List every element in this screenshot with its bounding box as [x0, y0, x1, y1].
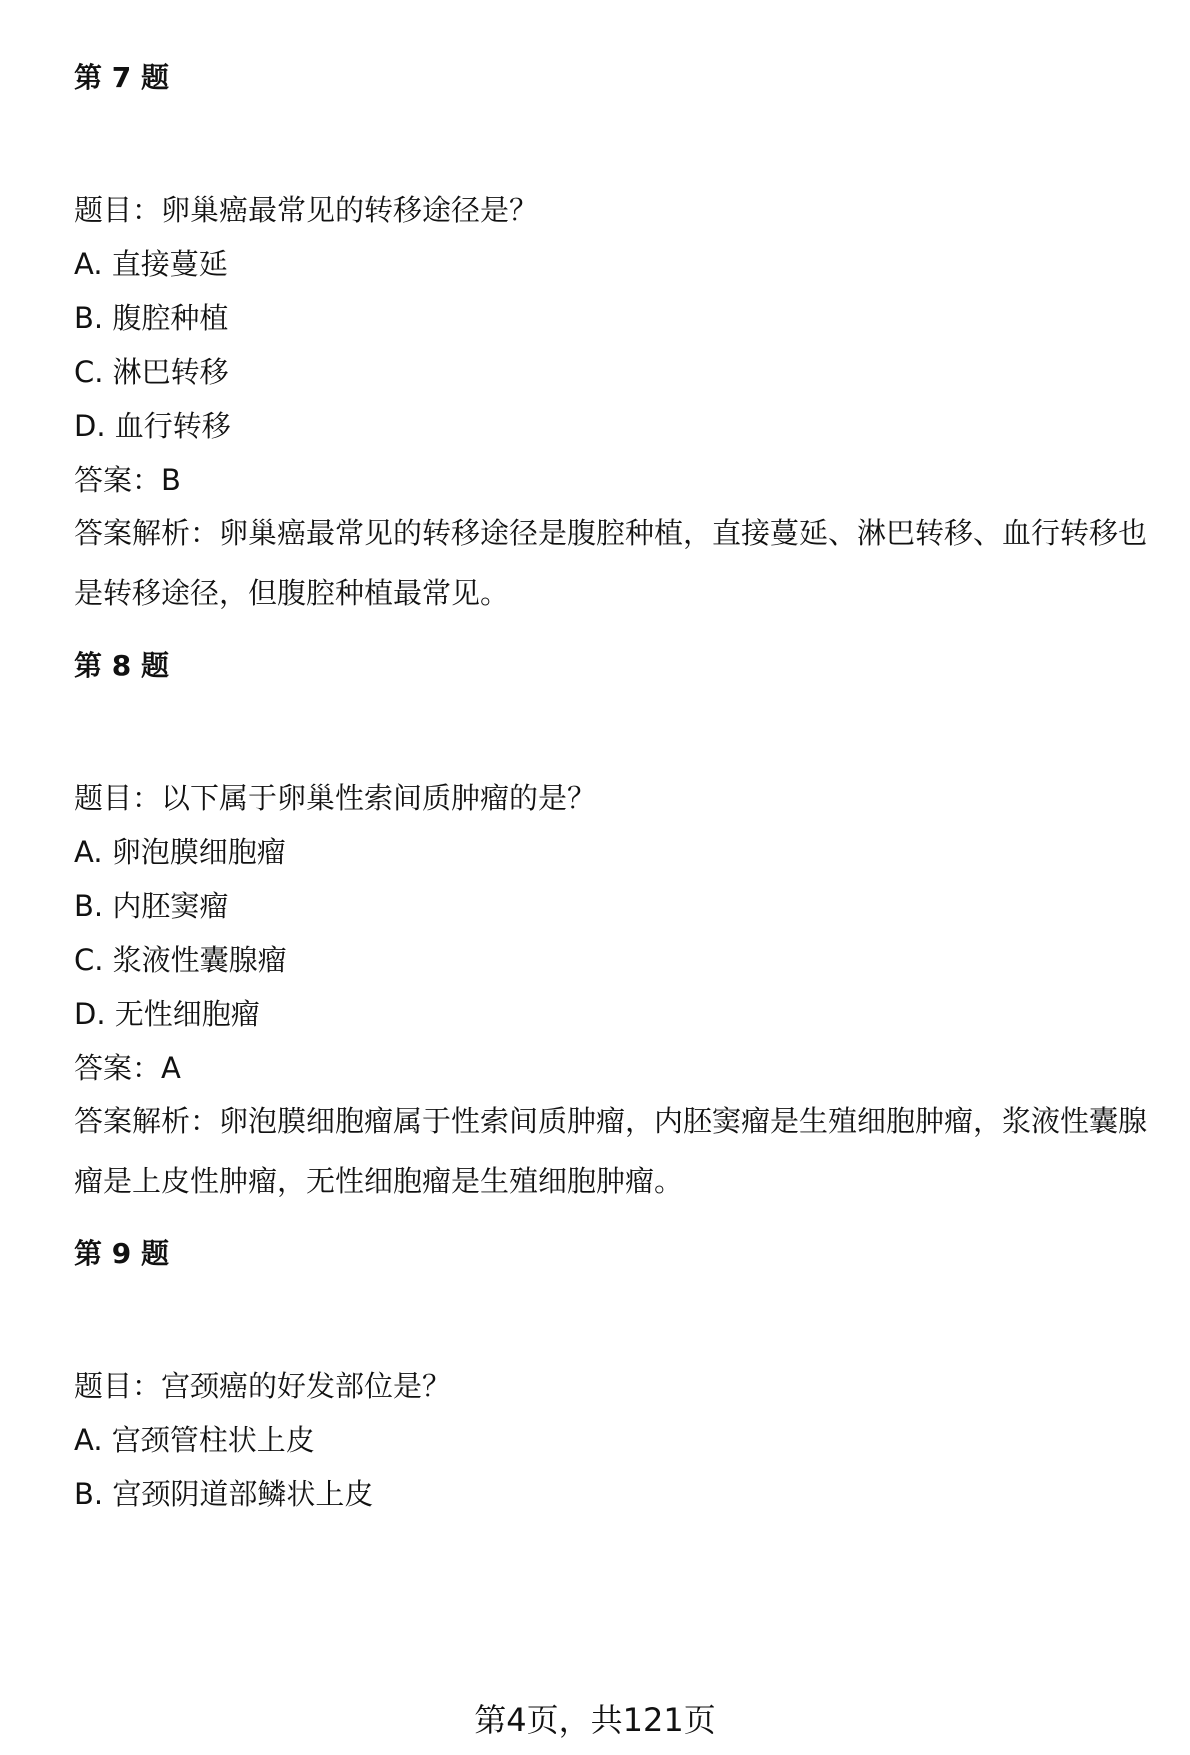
option-a: A. 直接蔓延 — [74, 247, 228, 281]
question-heading: 第 9 题 — [74, 1237, 169, 1270]
answer: 答案：A — [74, 1051, 181, 1085]
question-heading: 第 7 题 — [74, 61, 169, 94]
question-stem: 题目：以下属于卵巢性索间质肿瘤的是？ — [74, 781, 597, 815]
option-b: B. 内胚窦瘤 — [74, 889, 229, 923]
option-a: A. 宫颈管柱状上皮 — [74, 1423, 315, 1457]
answer-explanation: 答案解析：卵泡膜细胞瘤属于性索间质肿瘤，内胚窦瘤是生殖细胞肿瘤，浆液性囊腺瘤是上皮性肿瘤，无性细胞瘤是生殖细胞肿瘤。 — [74, 1104, 1148, 1198]
option-d: D. 无性细胞瘤 — [74, 997, 260, 1031]
option-d: D. 血行转移 — [74, 409, 231, 443]
page-number: 第4页，共121页 — [474, 1701, 716, 1739]
option-c: C. 浆液性囊腺瘤 — [74, 943, 287, 977]
question-stem: 题目：宫颈癌的好发部位是？ — [74, 1369, 452, 1403]
option-b: B. 腹腔种植 — [74, 301, 229, 335]
question-stem: 题目：卵巢癌最常见的转移途径是？ — [74, 193, 539, 227]
option-c: C. 淋巴转移 — [74, 355, 229, 389]
option-b: B. 宫颈阴道部鳞状上皮 — [74, 1477, 374, 1511]
question-heading: 第 8 题 — [74, 649, 169, 682]
answer: 答案：B — [74, 463, 181, 497]
option-a: A. 卵泡膜细胞瘤 — [74, 835, 286, 869]
answer-explanation: 答案解析：卵巢癌最常见的转移途径是腹腔种植，直接蔓延、淋巴转移、血行转移也是转移途径，但腹腔种植最常见。 — [74, 516, 1148, 610]
